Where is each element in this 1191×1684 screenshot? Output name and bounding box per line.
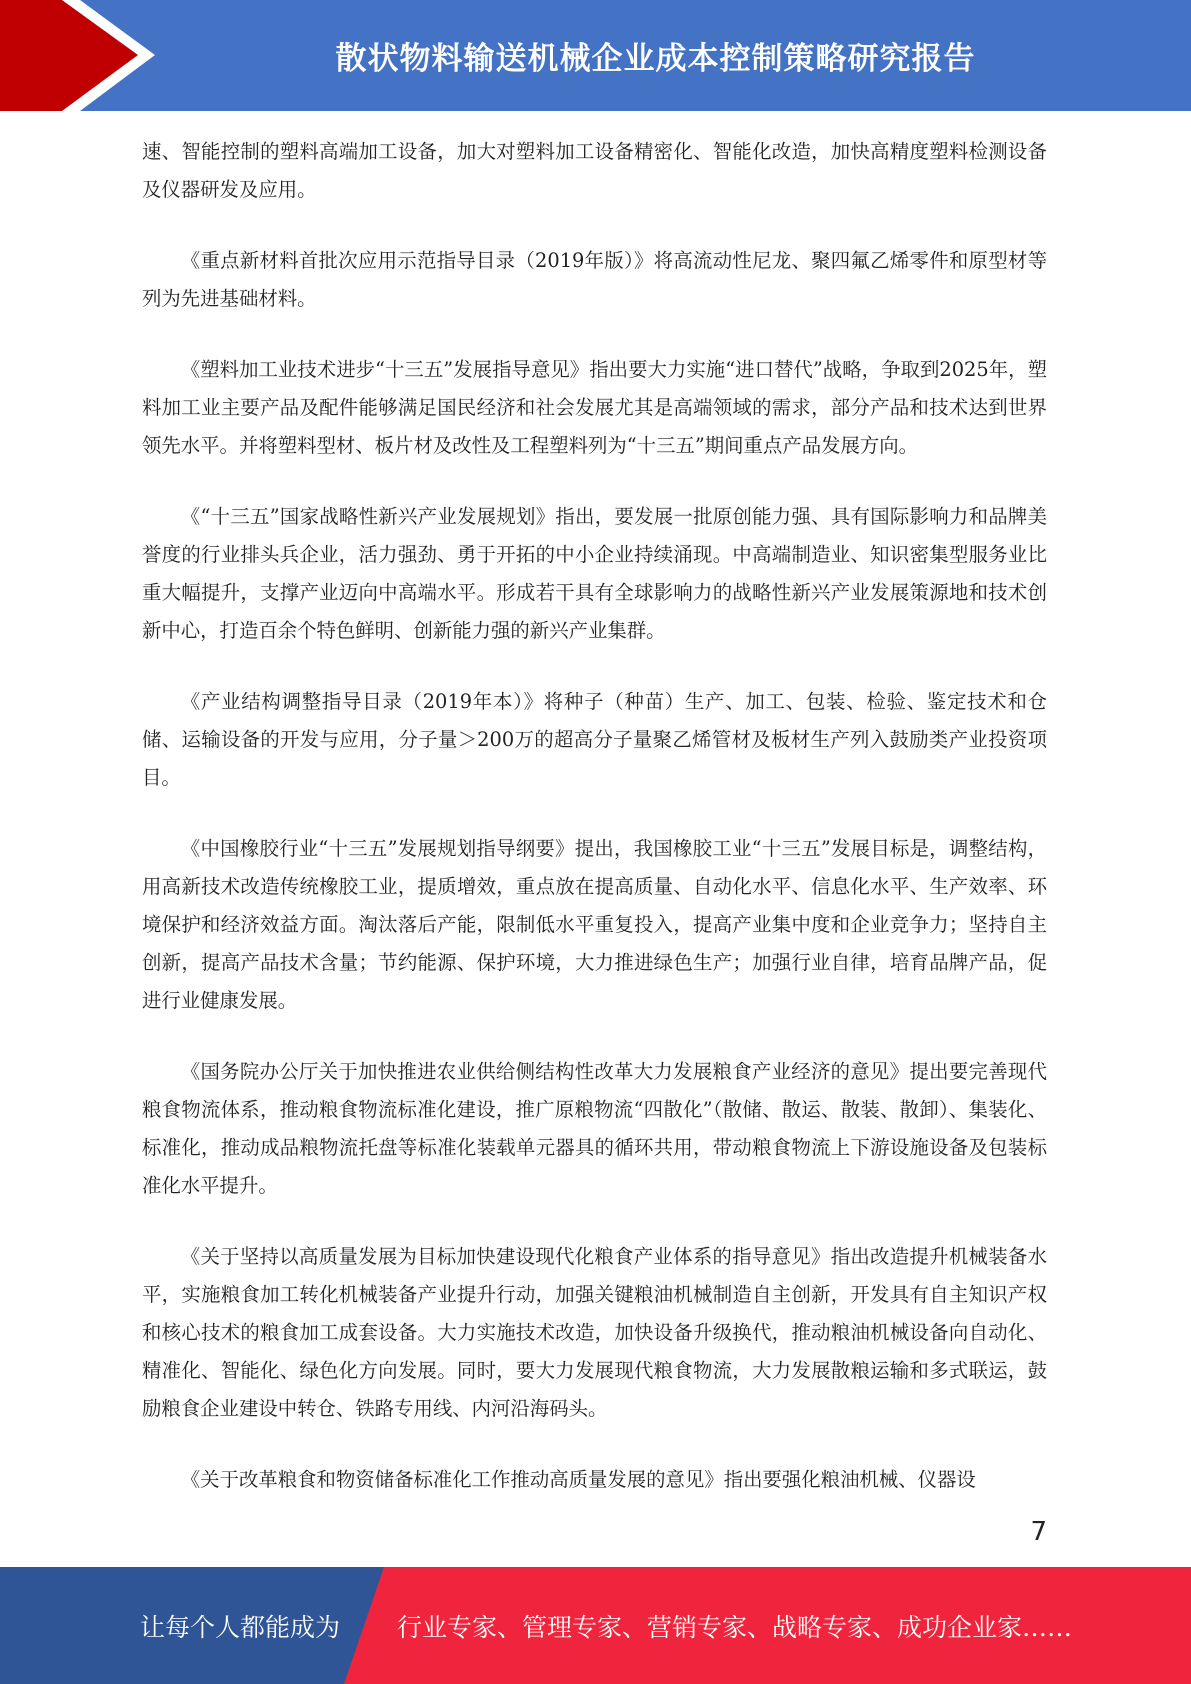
footer-slogan-right: 行业专家、管理专家、营销专家、战略专家、成功企业家…… [397, 1612, 1073, 1642]
page-number: 7 [1030, 1517, 1047, 1547]
footer-slogan-left: 让每个人都能成为 [140, 1612, 341, 1642]
page-footer [0, 1567, 1191, 1684]
page-header [0, 0, 1191, 111]
paragraph: 《关于改革粮食和物资储备标准化工作推动高质量发展的意见》指出要强化粮油机械、仪器设 [180, 1468, 976, 1491]
paragraph: 《关于坚持以高质量发展为目标加快建设现代化粮食产业体系的指导意见》指出改造提升机械装备水平，实施粮食加工转化机械装备产业提升行动，加强关键粮油机械制造自主创新，开发具有自主知识产权和核心技术的粮食加工成套设备。大力实施技术改造，加快设备升级换代，推动粮油机械设备向自动化、精准化、智能化、绿色化方向发展。同时，要大力发展现代粮食物流，大力发展散粮运输和多式联运，鼓励粮食企业建设中转仓、铁路专用线、内河沿海码头。 [142, 1245, 1047, 1420]
paragraph: 《塑料加工业技术进步“十三五”发展指导意见》指出要大力实施“进口替代”战略，争取到2025年，塑料加工业主要产品及配件能够满足国民经济和社会发展尤其是高端领域的需求，部分产品和技术达到世界领先水平。并将塑料型材、板片材及改性及工程塑料列为“十三五”期间重点产品发展方向。 [142, 358, 1047, 457]
paragraph: 《中国橡胶行业“十三五”发展规划指导纲要》提出，我国橡胶工业“十三五”发展目标是，调整结构，用高新技术改造传统橡胶工业，提质增效，重点放在提高质量、自动化水平、信息化水平、生产效率、环境保护和经济效益方面。淘汰落后产能，限制低水平重复投入，提高产业集中度和企业竞争力；坚持自主创新，提高产品技术含量；节约能源、保护环境，大力推进绿色生产；加强行业自律，培育品牌产品，促进行业健康发展。 [142, 837, 1047, 1012]
paragraph: 《“十三五”国家战略性新兴产业发展规划》指出，要发展一批原创能力强、具有国际影响力和品牌美誉度的行业排头兵企业，活力强劲、勇于开拓的中小企业持续涌现。中高端制造业、知识密集型服务业比重大幅提升，支撑产业迈向中高端水平。形成若干具有全球影响力的战略性新兴产业发展策源地和技术创新中心，打造百余个特色鲜明、创新能力强的新兴产业集群。 [142, 505, 1047, 642]
report-title: 散状物料输送机械企业成本控制策略研究报告 [335, 41, 976, 77]
paragraph-continuation: 速、智能控制的塑料高端加工设备，加大对塑料加工设备精密化、智能化改造，加快高精度塑料检测设备及仪器研发及应用。 [142, 140, 1047, 201]
paragraph: 《产业结构调整指导目录（2019年本）》将种子（种苗）生产、加工、包装、检验、鉴定技术和仓储、运输设备的开发与应用，分子量＞200万的超高分子量聚乙烯管材及板材生产列入鼓励类产业投资项目。 [142, 690, 1047, 789]
paragraph: 《重点新材料首批次应用示范指导目录（2019年版）》将高流动性尼龙、聚四氟乙烯零件和原型材等列为先进基础材料。 [142, 249, 1047, 310]
paragraph: 《国务院办公厅关于加快推进农业供给侧结构性改革大力发展粮食产业经济的意见》提出要完善现代粮食物流体系，推动粮食物流标准化建设，推广原粮物流“四散化”（散储、散运、散装、散卸）、集装化、标准化，推动成品粮物流托盘等标准化装载单元器具的循环共用，带动粮食物流上下游设施设备及包装标准化水平提升。 [142, 1060, 1047, 1197]
document-body [142, 133, 1047, 1532]
